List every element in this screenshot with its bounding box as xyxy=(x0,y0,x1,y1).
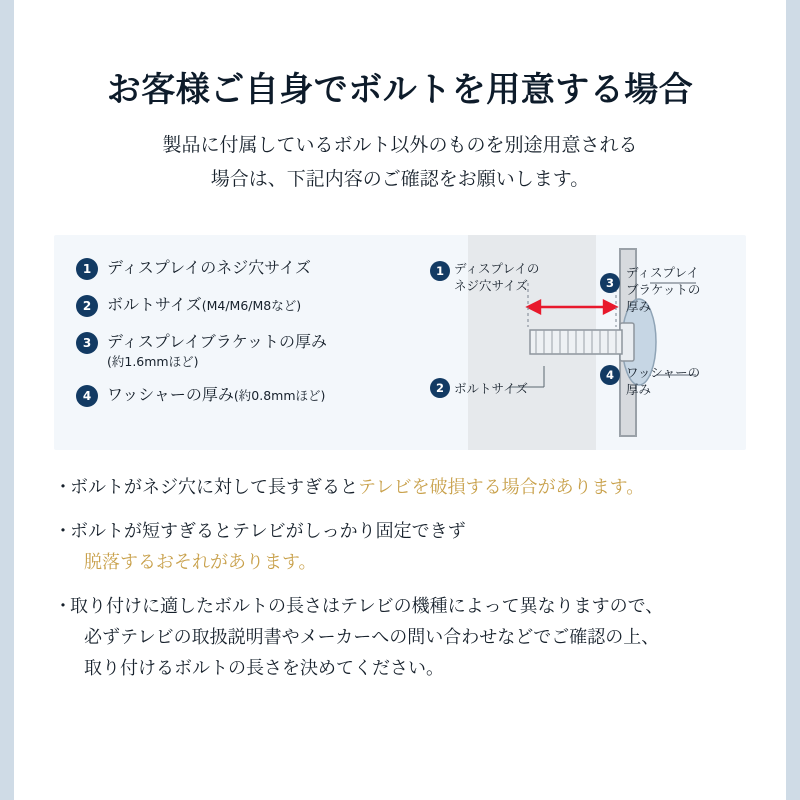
list-item xyxy=(76,384,406,407)
diagram-badge-4: 4 xyxy=(600,365,620,385)
list-item-badge-2: 2 xyxy=(76,295,98,317)
note-item-2 xyxy=(54,516,754,578)
note-1-text-b: テレビを破損する場合があります。 xyxy=(358,477,645,498)
list-item-note-2: (M4/M6/M8など) xyxy=(201,298,302,313)
note-1-text-a: ボルトがネジ穴に対して長すぎると xyxy=(70,477,358,498)
page-subtitle xyxy=(14,128,786,196)
diagram-label-4-line2: 厚み xyxy=(626,382,652,397)
note-2-text-b: 脱落するおそれがあります。 xyxy=(84,552,317,573)
list-item-label-1: ディスプレイのネジ穴サイズ xyxy=(107,258,312,277)
list-item xyxy=(76,294,406,317)
bolt-diagram xyxy=(424,235,746,450)
page-title: お客様ご自身でボルトを用意する場合 xyxy=(106,70,694,110)
list-item xyxy=(76,331,406,370)
note-3-text-c: 取り付けるボルトの長さを決めてください。 xyxy=(84,658,444,679)
note-3-text-b: 必ずテレビの取扱説明書やメーカーへの問い合わせなどでご確認の上、 xyxy=(84,627,660,648)
note-item-3 xyxy=(54,591,754,684)
note-item-1 xyxy=(54,472,754,503)
list-item xyxy=(76,257,406,280)
list-item-label-3: ディスプレイブラケットの厚み xyxy=(107,332,328,351)
diagram-badge-2: 2 xyxy=(430,378,450,398)
diagram-label-2 xyxy=(454,380,554,397)
note-bullet-2: ・ xyxy=(54,521,72,542)
diagram-label-3-line3: 厚み xyxy=(626,299,652,314)
list-item-text-1 xyxy=(107,257,311,279)
diagram-label-3 xyxy=(626,264,722,315)
diagram-label-1-line2: ネジ穴サイズ xyxy=(454,278,529,293)
subtitle-line-1: 製品に付属しているボルト以外のものを別途用意される xyxy=(162,134,638,156)
list-item-text-3 xyxy=(107,331,327,370)
list-item-label-4: ワッシャーの厚み xyxy=(107,385,234,404)
diagram-badge-3: 3 xyxy=(600,273,620,293)
diagram-label-3-line1: ディスプレイ xyxy=(626,265,699,280)
list-item-note-4: (約0.8mmほど) xyxy=(233,388,326,403)
list-item-text-2 xyxy=(107,294,301,317)
diagram-label-1 xyxy=(454,260,546,294)
note-3-text-a: 取り付けに適したボルトの長さはテレビの機種によって異なりますので、 xyxy=(70,596,664,617)
list-item-label-2: ボルトサイズ xyxy=(107,295,202,314)
diagram-label-4 xyxy=(626,364,722,398)
list-item-badge-4: 4 xyxy=(76,385,98,407)
page-content xyxy=(14,0,786,800)
diagram-label-1-line1: ディスプレイの xyxy=(454,261,540,276)
note-bullet-3: ・ xyxy=(54,596,72,617)
subtitle-line-2: 場合は、下記内容のご確認をお願いします。 xyxy=(210,168,590,190)
checklist xyxy=(76,257,406,421)
note-2-text-a: ボルトが短すぎるとテレビがしっかり固定できず xyxy=(70,521,466,542)
diagram-badge-1: 1 xyxy=(430,261,450,281)
diagram-label-3-line2: ブラケットの xyxy=(626,282,701,297)
diagram-label-2-line1: ボルトサイズ xyxy=(454,381,529,396)
list-item-badge-1: 1 xyxy=(76,258,98,280)
list-item-sub-3: (約1.6mmほど) xyxy=(107,354,199,369)
list-item-badge-3: 3 xyxy=(76,332,98,354)
diagram-label-4-line1: ワッシャーの xyxy=(626,365,701,380)
list-item-text-4 xyxy=(107,384,325,407)
notes-list xyxy=(54,472,754,697)
checklist-panel xyxy=(54,235,746,450)
note-bullet-1: ・ xyxy=(54,477,72,498)
